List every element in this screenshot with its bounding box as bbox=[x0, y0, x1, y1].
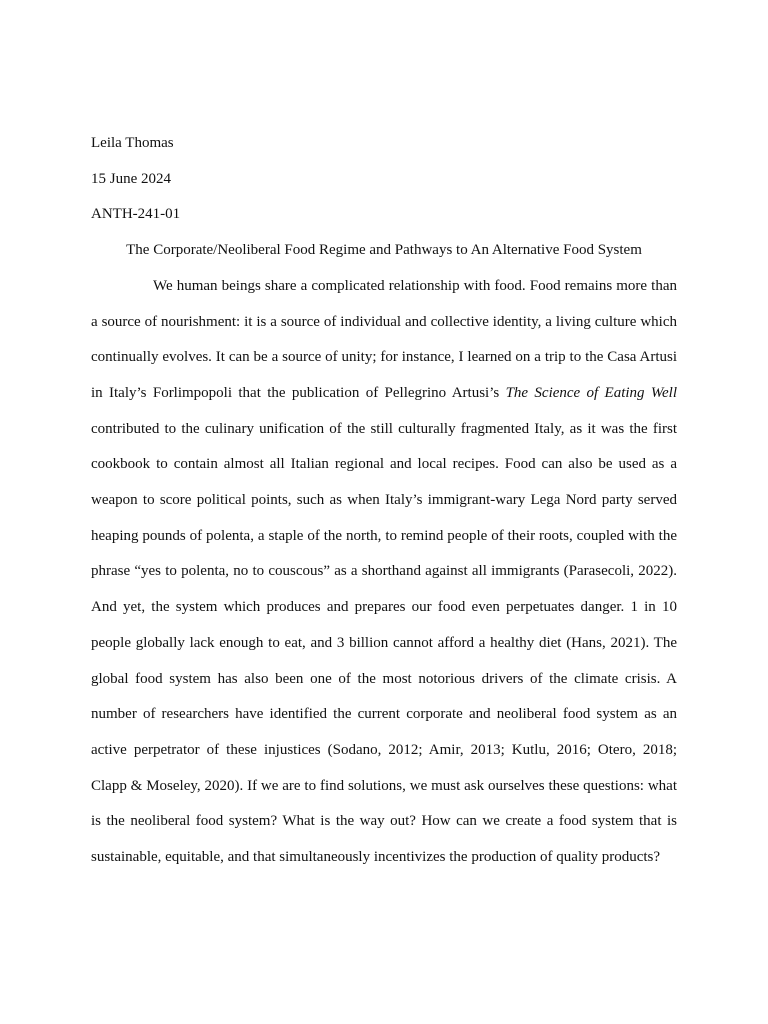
document-body bbox=[91, 126, 677, 876]
author-name: Leila Thomas bbox=[91, 135, 174, 151]
course-code: ANTH-241-01 bbox=[91, 206, 181, 223]
document-date: 15 June 2024 bbox=[91, 170, 171, 187]
paragraph-text-part-2: contributed to the culinary unification of the still culturally fragmented Italy, as it was the first cookbook to contain almost all Italian regional and local recipes. Food can also be used as a weapon to score political points, such as when Italy’s immigrant-wary Lega Nord party served heaping pounds of polenta, a staple of the north, to remind people of their roots, coupled with the phrase “yes to polenta, no to couscous” as a shorthand against all immigrants (Parasecoli, 2022). And yet, the system which produces and prepares our food even perpetuates danger. 1 in 10 people globally lack enough to eat, and 3 billion cannot afford a healthy diet (Hans, 2021). The global food system has also been one of the most notorious drivers of the climate crisis. A number of researchers have identified the current corporate and neoliberal food system as an active perpetrator of these injustices (Sodano, 2012; Amir, 2013; Kutlu, 2016; Otero, 2018; Clapp & Moseley, 2020). If we are to find solutions, we must ask ourselves these questions: what is the neoliberal food system? What is the way out? How can we create a food system that is sustainable, equitable, and that simultaneously incentivizes the production of quality products? bbox=[91, 420, 677, 866]
document-title: The Corporate/Neoliberal Food Regime and Pathways to An Alternative Food System bbox=[126, 242, 642, 259]
book-title-italic: The Science of Eating Well bbox=[505, 384, 678, 401]
paragraph-text-part-1: We human beings share a complicated relationship with food. Food remains more than a source of nourishment: it is a source of individual and collective identity, a living culture which continually evolves. It can be a source of unity; for instance, I learned on a trip to the Casa Artusi in Italy’s Forlimpopoli that the publication of Pellegrino Artusi’s bbox=[91, 277, 677, 401]
body-paragraph bbox=[91, 269, 677, 876]
